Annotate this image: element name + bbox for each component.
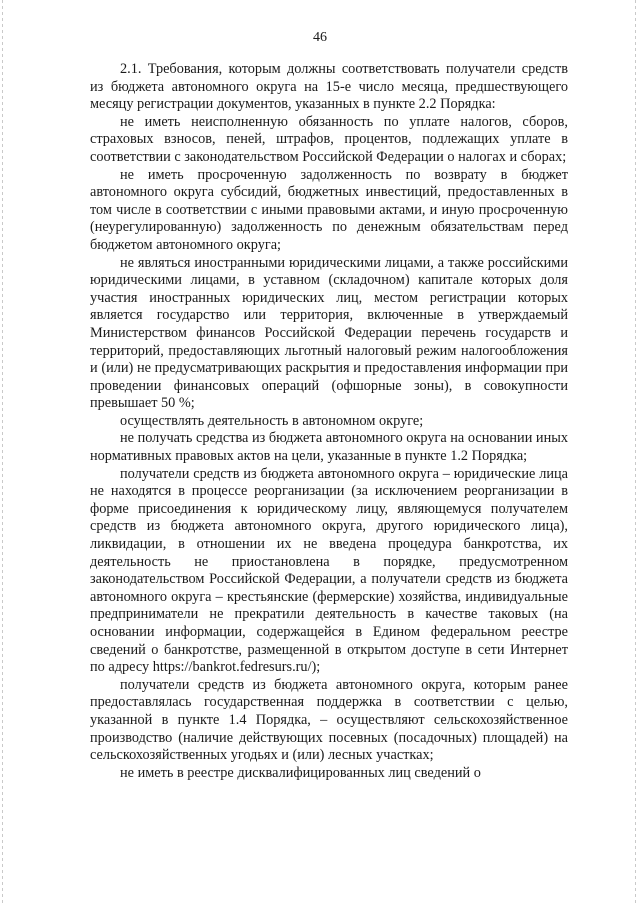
paragraph-agricultural-production: получатели средств из бюджета автономного округа, которым ранее предоставлялась государственная поддержка в соответствии с целью, указанной в пункте 1.4 Порядка, – осуществляют сельскохозяйственное производство (наличие действующих посевных (посадочных) площадей) на сельскохозяйственных угодьях и (или) лесных участках; (90, 676, 568, 764)
scan-edge-right (635, 0, 636, 905)
page-number: 46 (313, 30, 327, 45)
paragraph-not-foreign-entity: не являться иностранными юридическими лицами, а также российскими юридическими лицами, в уставном (складочном) капитале которых доля участия иностранных юридических лиц, местом регистрации которых является государство или территория, включенные в утверждаемый Министерством финансов Российской Федерации перечень государств и территорий, предоставляющих льготный налоговый режим налогообложения и (или) не предусматривающих раскрытия и предоставления информации при проведении финансовых операций (офшорные зоны), в совокупности превышает 50 %; (90, 254, 568, 412)
paragraph-no-overdue-debt: не иметь просроченную задолженность по возврату в бюджет автономного округа субсидий, бюджетных инвестиций, предоставленных в том числе в соответствии с иными правовыми актами, и иную просроченную (неурегулированную) задолженность по денежным обязательствам перед бюджетом автономного округа; (90, 166, 568, 253)
paragraph-no-other-funding: не получать средства из бюджета автономного округа на основании иных нормативных правовых актов на цели, указанные в пункте 1.2 Порядка; (90, 430, 568, 465)
paragraph-no-reorganization: получатели средств из бюджета автономного округа – юридические лица не находятся в процессе реорганизации (за исключением реорганизации в форме присоединения к юридическому лицу, являющемуся получателем средств из бюджета автономного округа, другого юридического лица), ликвидации, в отношении их не введена процедура банкротства, их деятельность не приостановлена в порядке, предусмотренном законодательством Российской Федерации, а получатели средств из бюджета автономного округа – крестьянские (фермерские) хозяйства, индивидуальные предприниматели не прекратили деятельность в качестве таковых (на основании информации, содержащейся в Едином федеральном реестре сведений о банкротстве, размещенной в открытом доступе в сети Интернет по адресу https://bankrot.fedresurs.ru/); (90, 465, 568, 676)
scan-edge-left (2, 0, 3, 905)
paragraph-no-tax-arrears: не иметь неисполненную обязанность по уплате налогов, сборов, страховых взносов, пеней, штрафов, процентов, подлежащих уплате в соответствии с законодательством Российской Федерации о налогах и сборах; (90, 113, 568, 165)
document-body (90, 61, 568, 782)
paragraph-requirements-intro: 2.1. Требования, которым должны соответствовать получатели средств из бюджета автономного округа на 15-е число месяца, предшествующего месяцу регистрации документов, указанных в пункте 2.2 Порядка: (90, 61, 568, 113)
paragraph-operate-in-district: осуществлять деятельность в автономном округе; (120, 412, 424, 429)
paragraph-disqualified-persons: не иметь в реестре дисквалифицированных лиц сведений о (120, 764, 481, 781)
